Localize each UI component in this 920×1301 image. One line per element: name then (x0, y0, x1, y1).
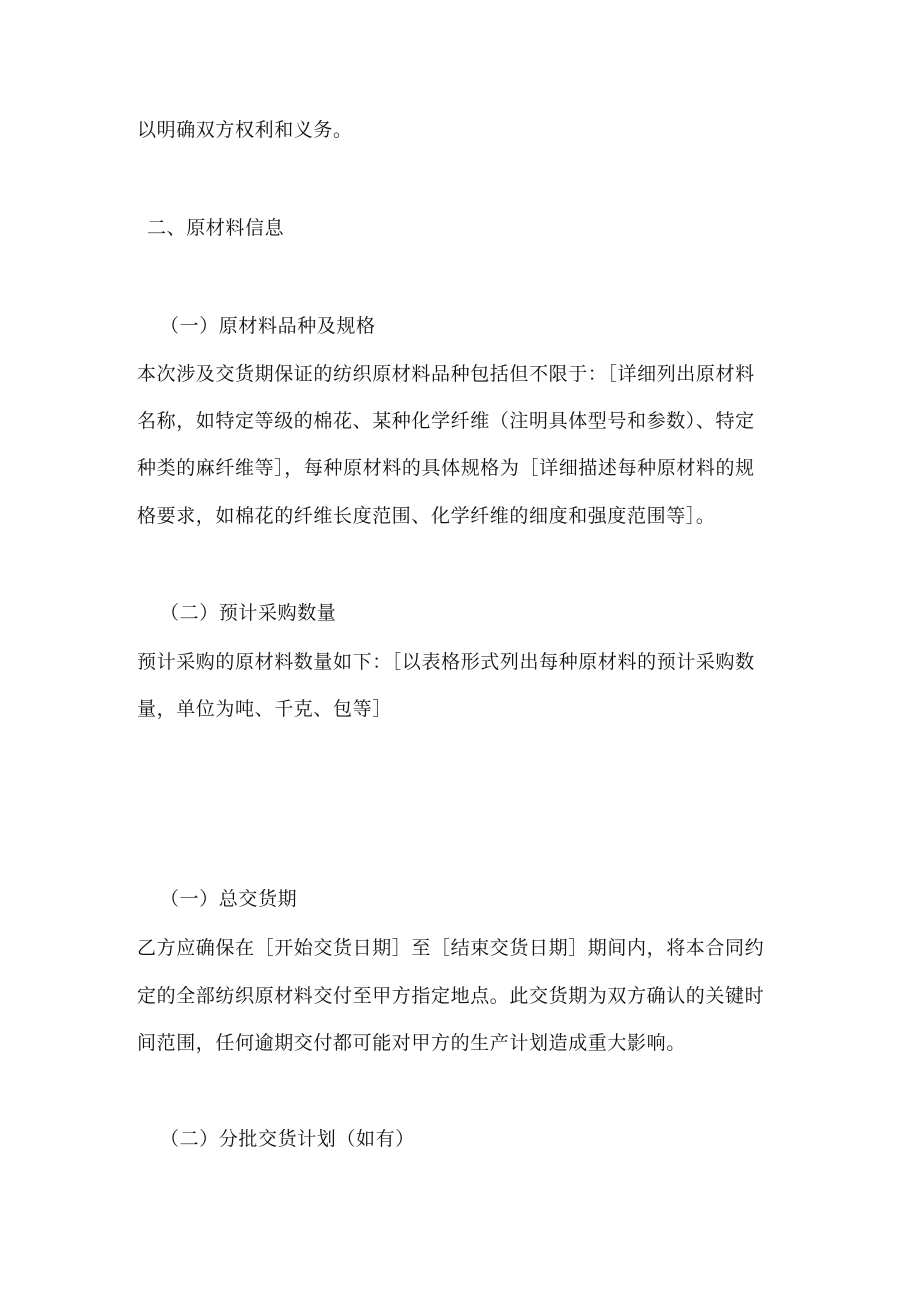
intro-tail-text: 以明确双方权利和义务。 (137, 119, 353, 141)
paragraph-line: 量，单位为吨、千克、包等］ (137, 698, 392, 720)
paragraph-line: 格要求，如棉花的纤维长度范围、化学纤维的细度和强度范围等］。 (137, 505, 716, 527)
paragraph-line: 间范围，任何逾期交付都可能对甲方的生产计划造成重大影响。 (137, 1032, 686, 1054)
subsection-delivery-period-heading: （一）总交货期 (160, 888, 298, 910)
subsection-batch-plan-heading: （二）分批交货计划（如有） (160, 1128, 415, 1150)
paragraph-line: 本次涉及交货期保证的纺织原材料品种包括但不限于：［详细列出原材料 (137, 363, 755, 385)
paragraph-line: 种类的麻纤维等］，每种原材料的具体规格为［详细描述每种原材料的规 (137, 457, 755, 479)
paragraph-line: 预计采购的原材料数量如下：［以表格形式列出每种原材料的预计采购数 (137, 651, 755, 673)
paragraph-line: 乙方应确保在［开始交货日期］至［结束交货日期］期间内，将本合同约 (137, 937, 765, 959)
subsection-varieties-heading: （一）原材料品种及规格 (160, 315, 376, 337)
paragraph-line: 定的全部纺织原材料交付至甲方指定地点。此交货期为双方确认的关键时 (137, 985, 765, 1007)
paragraph-line: 名称，如特定等级的棉花、某种化学纤维（注明具体型号和参数）、特定 (137, 410, 755, 432)
section-2-heading: 二、原材料信息 (147, 217, 285, 239)
subsection-quantity-heading: （二）预计采购数量 (160, 602, 337, 624)
